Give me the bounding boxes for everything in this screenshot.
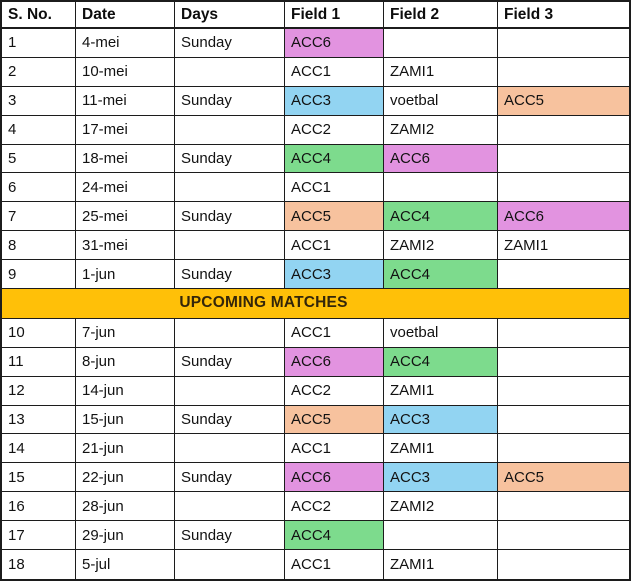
table-cell[interactable]: 2 bbox=[2, 58, 76, 87]
table-row bbox=[2, 58, 629, 87]
table-cell[interactable] bbox=[175, 492, 285, 521]
table-cell[interactable]: Sunday bbox=[175, 348, 285, 377]
table-cell[interactable]: ACC1 bbox=[285, 550, 384, 579]
table-cell[interactable]: 3 bbox=[2, 87, 76, 116]
table-cell[interactable]: 5-jul bbox=[76, 550, 175, 579]
table-cell[interactable]: Sunday bbox=[175, 87, 285, 116]
table-cell[interactable] bbox=[498, 29, 629, 58]
table-cell[interactable] bbox=[498, 550, 629, 579]
table-cell[interactable] bbox=[175, 550, 285, 579]
table-cell[interactable]: 25-mei bbox=[76, 202, 175, 231]
table-cell[interactable] bbox=[498, 406, 629, 435]
column-header-field1[interactable]: Field 1 bbox=[285, 2, 384, 29]
table-cell[interactable]: 24-mei bbox=[76, 173, 175, 202]
table-cell[interactable] bbox=[498, 58, 629, 87]
table-cell[interactable]: voetbal bbox=[384, 319, 498, 348]
table-row bbox=[2, 348, 629, 377]
table-row bbox=[2, 145, 629, 174]
table-cell[interactable]: ZAMI2 bbox=[384, 116, 498, 145]
column-header-date[interactable]: Date bbox=[76, 2, 175, 29]
table-cell[interactable]: ZAMI2 bbox=[384, 492, 498, 521]
column-header-field3[interactable]: Field 3 bbox=[498, 2, 629, 29]
table-cell[interactable]: ACC6 bbox=[498, 202, 629, 231]
table-cell[interactable]: ACC4 bbox=[384, 202, 498, 231]
table-cell[interactable]: 14 bbox=[2, 434, 76, 463]
table-cell[interactable] bbox=[175, 377, 285, 406]
table-cell[interactable] bbox=[384, 29, 498, 58]
table-cell[interactable]: 10-mei bbox=[76, 58, 175, 87]
table-row bbox=[2, 377, 629, 406]
table-row bbox=[2, 173, 629, 202]
table-cell[interactable]: 12 bbox=[2, 377, 76, 406]
table-cell[interactable] bbox=[498, 434, 629, 463]
table-row bbox=[2, 319, 629, 348]
table-cell[interactable]: ACC5 bbox=[285, 202, 384, 231]
table-cell[interactable] bbox=[384, 521, 498, 550]
table-header-row bbox=[2, 2, 629, 29]
upcoming-matches-banner[interactable]: UPCOMING MATCHES bbox=[2, 289, 629, 319]
table-cell[interactable]: 11-mei bbox=[76, 87, 175, 116]
table-cell[interactable]: Sunday bbox=[175, 145, 285, 174]
table-cell[interactable] bbox=[498, 173, 629, 202]
table-cell[interactable]: Sunday bbox=[175, 406, 285, 435]
table-cell[interactable] bbox=[498, 319, 629, 348]
table-cell[interactable] bbox=[498, 116, 629, 145]
table-cell[interactable]: ACC4 bbox=[384, 348, 498, 377]
table-cell[interactable]: ACC3 bbox=[285, 87, 384, 116]
table-cell[interactable]: 18-mei bbox=[76, 145, 175, 174]
table-cell[interactable] bbox=[498, 377, 629, 406]
table-cell[interactable]: 10 bbox=[2, 319, 76, 348]
table-cell[interactable]: ACC2 bbox=[285, 116, 384, 145]
table-cell[interactable]: Sunday bbox=[175, 29, 285, 58]
table-cell[interactable]: ZAMI1 bbox=[384, 377, 498, 406]
table-cell[interactable]: ACC6 bbox=[285, 463, 384, 492]
table-cell[interactable]: ACC3 bbox=[384, 406, 498, 435]
table-row bbox=[2, 463, 629, 492]
table-row bbox=[2, 116, 629, 145]
table-cell[interactable]: ZAMI2 bbox=[384, 231, 498, 260]
table-row bbox=[2, 87, 629, 116]
table-cell[interactable] bbox=[498, 260, 629, 289]
table-cell[interactable]: 28-jun bbox=[76, 492, 175, 521]
table-row bbox=[2, 202, 629, 231]
column-header-field2[interactable]: Field 2 bbox=[384, 2, 498, 29]
table-cell[interactable]: ACC6 bbox=[285, 348, 384, 377]
table-cell[interactable]: 7-jun bbox=[76, 319, 175, 348]
table-cell[interactable] bbox=[175, 434, 285, 463]
table-cell[interactable] bbox=[384, 173, 498, 202]
table-cell[interactable]: 21-jun bbox=[76, 434, 175, 463]
table-row bbox=[2, 492, 629, 521]
table-cell[interactable]: ACC2 bbox=[285, 377, 384, 406]
table-row bbox=[2, 406, 629, 435]
table-cell[interactable]: 8-jun bbox=[76, 348, 175, 377]
table-cell[interactable]: ACC4 bbox=[285, 521, 384, 550]
table-cell[interactable] bbox=[175, 231, 285, 260]
table-cell[interactable] bbox=[498, 492, 629, 521]
table-cell[interactable]: 13 bbox=[2, 406, 76, 435]
table-cell[interactable]: Sunday bbox=[175, 260, 285, 289]
table-cell[interactable]: ACC6 bbox=[384, 145, 498, 174]
table-row bbox=[2, 521, 629, 550]
column-header-serial[interactable]: S. No. bbox=[2, 2, 76, 29]
table-cell[interactable]: 17-mei bbox=[76, 116, 175, 145]
table-cell[interactable]: ACC1 bbox=[285, 173, 384, 202]
table-cell[interactable]: 7 bbox=[2, 202, 76, 231]
table-cell[interactable]: ACC1 bbox=[285, 231, 384, 260]
table-cell[interactable]: ACC5 bbox=[498, 463, 629, 492]
table-cell[interactable]: 1-jun bbox=[76, 260, 175, 289]
table-row bbox=[2, 260, 629, 289]
table-cell[interactable]: ZAMI1 bbox=[498, 231, 629, 260]
table-cell[interactable] bbox=[175, 116, 285, 145]
table-cell[interactable]: 14-jun bbox=[76, 377, 175, 406]
table-cell[interactable]: 11 bbox=[2, 348, 76, 377]
table-cell[interactable]: ACC5 bbox=[285, 406, 384, 435]
table-cell[interactable]: 18 bbox=[2, 550, 76, 579]
column-header-days[interactable]: Days bbox=[175, 2, 285, 29]
table-cell[interactable]: 17 bbox=[2, 521, 76, 550]
table-row bbox=[2, 434, 629, 463]
table-cell[interactable]: ACC3 bbox=[285, 260, 384, 289]
table-cell[interactable]: ZAMI1 bbox=[384, 58, 498, 87]
table-cell[interactable]: 1 bbox=[2, 29, 76, 58]
table-cell[interactable] bbox=[498, 521, 629, 550]
table-cell[interactable]: 4 bbox=[2, 116, 76, 145]
table-cell[interactable]: ZAMI1 bbox=[384, 434, 498, 463]
table-cell[interactable]: 16 bbox=[2, 492, 76, 521]
table-cell[interactable]: Sunday bbox=[175, 202, 285, 231]
table-cell[interactable]: ACC1 bbox=[285, 58, 384, 87]
table-cell[interactable]: 15-jun bbox=[76, 406, 175, 435]
table-cell[interactable]: 8 bbox=[2, 231, 76, 260]
table-row bbox=[2, 29, 629, 58]
table-cell[interactable]: voetbal bbox=[384, 87, 498, 116]
table-cell[interactable]: 6 bbox=[2, 173, 76, 202]
table-cell[interactable] bbox=[498, 348, 629, 377]
table-cell[interactable] bbox=[498, 145, 629, 174]
table-cell[interactable]: ACC4 bbox=[285, 145, 384, 174]
table-cell[interactable]: ACC2 bbox=[285, 492, 384, 521]
table-cell[interactable] bbox=[175, 58, 285, 87]
table-cell[interactable]: ACC1 bbox=[285, 319, 384, 348]
table-cell[interactable]: Sunday bbox=[175, 463, 285, 492]
table-row bbox=[2, 550, 629, 579]
table-cell[interactable]: ACC4 bbox=[384, 260, 498, 289]
table-cell[interactable]: Sunday bbox=[175, 521, 285, 550]
table-row bbox=[2, 231, 629, 260]
table-cell[interactable]: ZAMI1 bbox=[384, 550, 498, 579]
table-cell[interactable]: ACC5 bbox=[498, 87, 629, 116]
table-cell[interactable]: 9 bbox=[2, 260, 76, 289]
table-cell[interactable]: 4-mei bbox=[76, 29, 175, 58]
table-cell[interactable]: ACC1 bbox=[285, 434, 384, 463]
table-cell[interactable]: 31-mei bbox=[76, 231, 175, 260]
table-cell[interactable]: ACC6 bbox=[285, 29, 384, 58]
table-cell[interactable] bbox=[175, 319, 285, 348]
table-cell[interactable]: ACC3 bbox=[384, 463, 498, 492]
table-cell[interactable]: 22-jun bbox=[76, 463, 175, 492]
table-cell[interactable] bbox=[175, 173, 285, 202]
table-cell[interactable]: 5 bbox=[2, 145, 76, 174]
table-cell[interactable]: 29-jun bbox=[76, 521, 175, 550]
table-cell[interactable]: 15 bbox=[2, 463, 76, 492]
